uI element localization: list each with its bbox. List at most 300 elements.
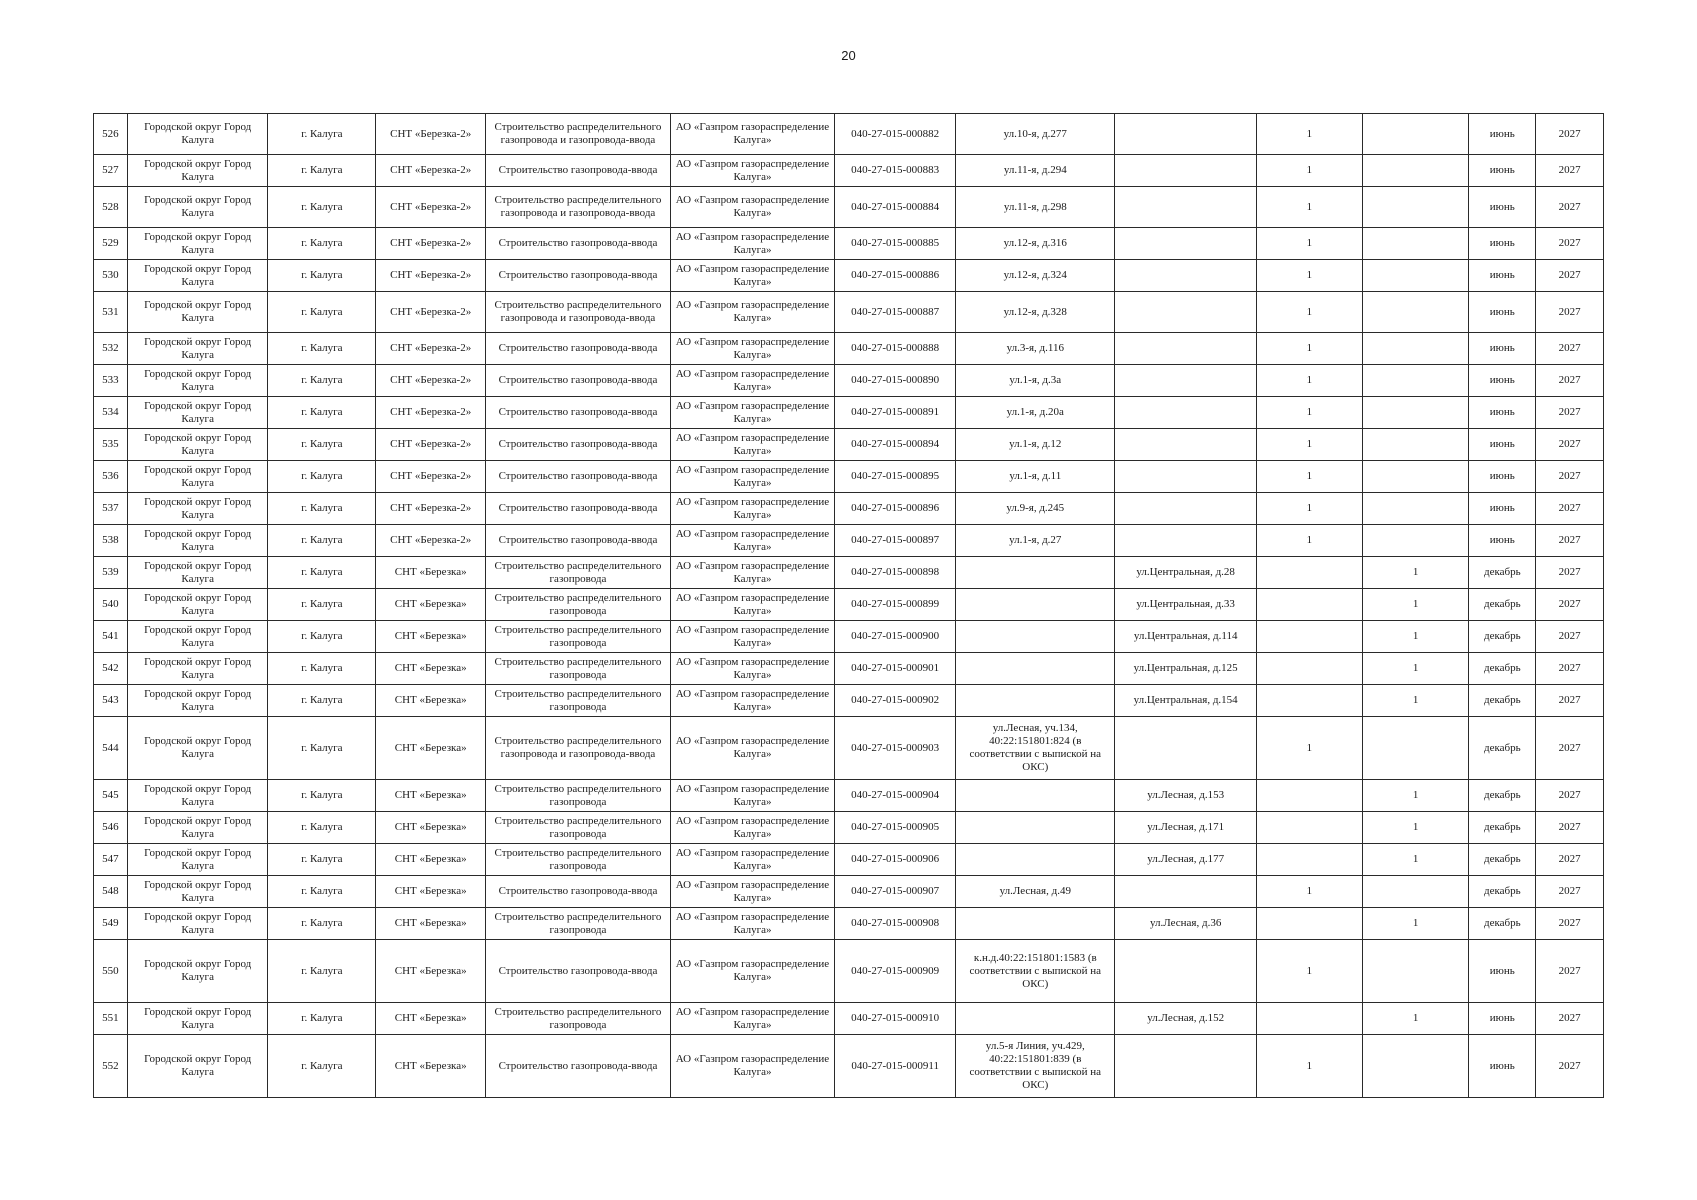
address-cell: ул.12-я, д.328: [956, 292, 1115, 333]
district-cell: Городской округ Город Калуга: [127, 621, 268, 653]
address-alt-cell: [1115, 493, 1257, 525]
year-cell: 2027: [1536, 685, 1604, 717]
quantity-2-cell: 1: [1362, 685, 1469, 717]
city-cell: г. Калуга: [268, 260, 376, 292]
snt-cell: СНТ «Березка»: [376, 653, 486, 685]
quantity-1-cell: 1: [1256, 493, 1362, 525]
table-row: [94, 114, 1604, 155]
owner-cell: АО «Газпром газораспределение Калуга»: [670, 461, 834, 493]
quantity-1-cell: [1256, 780, 1362, 812]
address-cell: [956, 557, 1115, 589]
row-number: 551: [94, 1003, 128, 1035]
year-cell: 2027: [1536, 908, 1604, 940]
row-number: 534: [94, 397, 128, 429]
year-cell: 2027: [1536, 844, 1604, 876]
quantity-2-cell: [1362, 155, 1469, 187]
year-cell: 2027: [1536, 493, 1604, 525]
address-cell: [956, 621, 1115, 653]
row-number: 526: [94, 114, 128, 155]
work-type-cell: Строительство распределительного газопровода и газопровода-ввода: [486, 187, 671, 228]
owner-cell: АО «Газпром газораспределение Калуга»: [670, 589, 834, 621]
quantity-2-cell: [1362, 940, 1469, 1003]
address-cell: [956, 780, 1115, 812]
quantity-1-cell: 1: [1256, 940, 1362, 1003]
year-cell: 2027: [1536, 397, 1604, 429]
address-alt-cell: [1115, 155, 1257, 187]
district-cell: Городской округ Город Калуга: [127, 653, 268, 685]
owner-cell: АО «Газпром газораспределение Калуга»: [670, 685, 834, 717]
year-cell: 2027: [1536, 653, 1604, 685]
work-type-cell: Строительство распределительного газопровода и газопровода-ввода: [486, 114, 671, 155]
month-cell: декабрь: [1469, 844, 1536, 876]
table-body: [94, 114, 1604, 1098]
work-type-cell: Строительство газопровода-ввода: [486, 260, 671, 292]
snt-cell: СНТ «Березка-2»: [376, 187, 486, 228]
month-cell: июнь: [1469, 228, 1536, 260]
city-cell: г. Калуга: [268, 812, 376, 844]
quantity-1-cell: [1256, 908, 1362, 940]
work-type-cell: Строительство газопровода-ввода: [486, 365, 671, 397]
address-alt-cell: [1115, 333, 1257, 365]
year-cell: 2027: [1536, 717, 1604, 780]
row-number: 544: [94, 717, 128, 780]
object-code-cell: 040-27-015-000891: [835, 397, 956, 429]
quantity-2-cell: 1: [1362, 812, 1469, 844]
quantity-1-cell: 1: [1256, 461, 1362, 493]
table-row: [94, 365, 1604, 397]
work-type-cell: Строительство распределительного газопровода: [486, 844, 671, 876]
quantity-2-cell: [1362, 365, 1469, 397]
quantity-2-cell: [1362, 493, 1469, 525]
work-type-cell: Строительство газопровода-ввода: [486, 876, 671, 908]
district-cell: Городской округ Город Калуга: [127, 557, 268, 589]
year-cell: 2027: [1536, 292, 1604, 333]
city-cell: г. Калуга: [268, 653, 376, 685]
snt-cell: СНТ «Березка-2»: [376, 292, 486, 333]
row-number: 547: [94, 844, 128, 876]
row-number: 542: [94, 653, 128, 685]
address-alt-cell: ул.Лесная, д.177: [1115, 844, 1257, 876]
owner-cell: АО «Газпром газораспределение Калуга»: [670, 812, 834, 844]
table-row: [94, 228, 1604, 260]
owner-cell: АО «Газпром газораспределение Калуга»: [670, 228, 834, 260]
row-number: 540: [94, 589, 128, 621]
owner-cell: АО «Газпром газораспределение Калуга»: [670, 260, 834, 292]
month-cell: декабрь: [1469, 908, 1536, 940]
object-code-cell: 040-27-015-000903: [835, 717, 956, 780]
district-cell: Городской округ Город Калуга: [127, 876, 268, 908]
object-code-cell: 040-27-015-000909: [835, 940, 956, 1003]
month-cell: декабрь: [1469, 621, 1536, 653]
owner-cell: АО «Газпром газораспределение Калуга»: [670, 876, 834, 908]
quantity-1-cell: [1256, 621, 1362, 653]
city-cell: г. Калуга: [268, 844, 376, 876]
row-number: 546: [94, 812, 128, 844]
address-cell: ул.Лесная, д.49: [956, 876, 1115, 908]
table-row: [94, 621, 1604, 653]
year-cell: 2027: [1536, 1035, 1604, 1098]
work-type-cell: Строительство газопровода-ввода: [486, 1035, 671, 1098]
month-cell: декабрь: [1469, 812, 1536, 844]
month-cell: декабрь: [1469, 589, 1536, 621]
address-alt-cell: [1115, 461, 1257, 493]
object-code-cell: 040-27-015-000904: [835, 780, 956, 812]
district-cell: Городской округ Город Калуга: [127, 812, 268, 844]
row-number: 541: [94, 621, 128, 653]
table-row: [94, 493, 1604, 525]
row-number: 550: [94, 940, 128, 1003]
quantity-2-cell: [1362, 876, 1469, 908]
work-type-cell: Строительство газопровода-ввода: [486, 493, 671, 525]
snt-cell: СНТ «Березка»: [376, 812, 486, 844]
snt-cell: СНТ «Березка»: [376, 717, 486, 780]
work-type-cell: Строительство распределительного газопровода: [486, 685, 671, 717]
quantity-1-cell: 1: [1256, 876, 1362, 908]
row-number: 552: [94, 1035, 128, 1098]
address-cell: [956, 844, 1115, 876]
owner-cell: АО «Газпром газораспределение Калуга»: [670, 114, 834, 155]
address-alt-cell: ул.Центральная, д.125: [1115, 653, 1257, 685]
object-code-cell: 040-27-015-000896: [835, 493, 956, 525]
year-cell: 2027: [1536, 1003, 1604, 1035]
address-alt-cell: [1115, 1035, 1257, 1098]
month-cell: декабрь: [1469, 717, 1536, 780]
quantity-1-cell: [1256, 653, 1362, 685]
quantity-2-cell: [1362, 292, 1469, 333]
month-cell: июнь: [1469, 155, 1536, 187]
address-cell: ул.1-я, д.27: [956, 525, 1115, 557]
year-cell: 2027: [1536, 155, 1604, 187]
city-cell: г. Калуга: [268, 940, 376, 1003]
object-code-cell: 040-27-015-000899: [835, 589, 956, 621]
owner-cell: АО «Газпром газораспределение Калуга»: [670, 397, 834, 429]
object-code-cell: 040-27-015-000887: [835, 292, 956, 333]
snt-cell: СНТ «Березка-2»: [376, 461, 486, 493]
owner-cell: АО «Газпром газораспределение Калуга»: [670, 365, 834, 397]
address-cell: ул.1-я, д.12: [956, 429, 1115, 461]
object-code-cell: 040-27-015-000911: [835, 1035, 956, 1098]
district-cell: Городской округ Город Калуга: [127, 292, 268, 333]
address-cell: ул.1-я, д.11: [956, 461, 1115, 493]
month-cell: июнь: [1469, 260, 1536, 292]
address-alt-cell: [1115, 429, 1257, 461]
snt-cell: СНТ «Березка-2»: [376, 525, 486, 557]
work-type-cell: Строительство распределительного газопровода: [486, 1003, 671, 1035]
month-cell: декабрь: [1469, 653, 1536, 685]
city-cell: г. Калуга: [268, 187, 376, 228]
district-cell: Городской округ Город Калуга: [127, 228, 268, 260]
snt-cell: СНТ «Березка-2»: [376, 493, 486, 525]
address-cell: [956, 908, 1115, 940]
row-number: 532: [94, 333, 128, 365]
quantity-2-cell: [1362, 1035, 1469, 1098]
address-cell: [956, 653, 1115, 685]
snt-cell: СНТ «Березка»: [376, 589, 486, 621]
month-cell: июнь: [1469, 429, 1536, 461]
table-row: [94, 187, 1604, 228]
city-cell: г. Калуга: [268, 589, 376, 621]
quantity-2-cell: [1362, 461, 1469, 493]
snt-cell: СНТ «Березка-2»: [376, 429, 486, 461]
address-cell: ул.1-я, д.3а: [956, 365, 1115, 397]
table-row: [94, 876, 1604, 908]
table-row: [94, 1003, 1604, 1035]
object-code-cell: 040-27-015-000906: [835, 844, 956, 876]
owner-cell: АО «Газпром газораспределение Калуга»: [670, 493, 834, 525]
city-cell: г. Калуга: [268, 525, 376, 557]
address-cell: ул.Лесная, уч.134, 40:22:151801:824 (в соответствии с выпиской на ОКС): [956, 717, 1115, 780]
table-row: [94, 908, 1604, 940]
work-type-cell: Строительство распределительного газопровода: [486, 812, 671, 844]
month-cell: июнь: [1469, 114, 1536, 155]
work-type-cell: Строительство распределительного газопровода и газопровода-ввода: [486, 717, 671, 780]
address-cell: [956, 685, 1115, 717]
object-code-cell: 040-27-015-000905: [835, 812, 956, 844]
month-cell: июнь: [1469, 461, 1536, 493]
city-cell: г. Калуга: [268, 365, 376, 397]
district-cell: Городской округ Город Калуга: [127, 429, 268, 461]
work-type-cell: Строительство распределительного газопровода: [486, 653, 671, 685]
snt-cell: СНТ «Березка»: [376, 780, 486, 812]
owner-cell: АО «Газпром газораспределение Калуга»: [670, 292, 834, 333]
address-alt-cell: ул.Лесная, д.36: [1115, 908, 1257, 940]
owner-cell: АО «Газпром газораспределение Калуга»: [670, 908, 834, 940]
work-type-cell: Строительство распределительного газопровода: [486, 621, 671, 653]
snt-cell: СНТ «Березка-2»: [376, 397, 486, 429]
row-number: 548: [94, 876, 128, 908]
year-cell: 2027: [1536, 525, 1604, 557]
quantity-2-cell: [1362, 429, 1469, 461]
quantity-1-cell: 1: [1256, 525, 1362, 557]
work-type-cell: Строительство газопровода-ввода: [486, 525, 671, 557]
work-type-cell: Строительство газопровода-ввода: [486, 461, 671, 493]
city-cell: г. Калуга: [268, 1035, 376, 1098]
gas-connection-table: [93, 113, 1604, 1098]
year-cell: 2027: [1536, 228, 1604, 260]
year-cell: 2027: [1536, 365, 1604, 397]
row-number: 528: [94, 187, 128, 228]
table-row: [94, 780, 1604, 812]
owner-cell: АО «Газпром газораспределение Калуга»: [670, 717, 834, 780]
owner-cell: АО «Газпром газораспределение Калуга»: [670, 333, 834, 365]
city-cell: г. Калуга: [268, 155, 376, 187]
quantity-1-cell: [1256, 685, 1362, 717]
address-cell: к.н.д.40:22:151801:1583 (в соответствии с выпиской на ОКС): [956, 940, 1115, 1003]
quantity-1-cell: 1: [1256, 155, 1362, 187]
address-alt-cell: [1115, 365, 1257, 397]
table-row: [94, 940, 1604, 1003]
table-row: [94, 685, 1604, 717]
month-cell: декабрь: [1469, 557, 1536, 589]
city-cell: г. Калуга: [268, 397, 376, 429]
month-cell: декабрь: [1469, 780, 1536, 812]
month-cell: июнь: [1469, 187, 1536, 228]
month-cell: июнь: [1469, 365, 1536, 397]
table-row: [94, 292, 1604, 333]
district-cell: Городской округ Город Калуга: [127, 844, 268, 876]
address-cell: ул.9-я, д.245: [956, 493, 1115, 525]
district-cell: Городской округ Город Калуга: [127, 1035, 268, 1098]
owner-cell: АО «Газпром газораспределение Калуга»: [670, 780, 834, 812]
snt-cell: СНТ «Березка»: [376, 557, 486, 589]
owner-cell: АО «Газпром газораспределение Калуга»: [670, 844, 834, 876]
work-type-cell: Строительство газопровода-ввода: [486, 429, 671, 461]
snt-cell: СНТ «Березка»: [376, 1035, 486, 1098]
row-number: 536: [94, 461, 128, 493]
district-cell: Городской округ Город Калуга: [127, 260, 268, 292]
object-code-cell: 040-27-015-000908: [835, 908, 956, 940]
address-cell: ул.11-я, д.294: [956, 155, 1115, 187]
city-cell: г. Калуга: [268, 685, 376, 717]
year-cell: 2027: [1536, 940, 1604, 1003]
quantity-1-cell: 1: [1256, 333, 1362, 365]
snt-cell: СНТ «Березка-2»: [376, 260, 486, 292]
district-cell: Городской округ Город Калуга: [127, 908, 268, 940]
work-type-cell: Строительство распределительного газопровода: [486, 557, 671, 589]
address-alt-cell: ул.Лесная, д.171: [1115, 812, 1257, 844]
snt-cell: СНТ «Березка»: [376, 685, 486, 717]
quantity-2-cell: [1362, 114, 1469, 155]
year-cell: 2027: [1536, 621, 1604, 653]
quantity-1-cell: 1: [1256, 187, 1362, 228]
table-row: [94, 155, 1604, 187]
row-number: 543: [94, 685, 128, 717]
district-cell: Городской округ Город Калуга: [127, 525, 268, 557]
object-code-cell: 040-27-015-000894: [835, 429, 956, 461]
quantity-2-cell: 1: [1362, 780, 1469, 812]
address-alt-cell: [1115, 525, 1257, 557]
quantity-2-cell: 1: [1362, 653, 1469, 685]
quantity-1-cell: [1256, 844, 1362, 876]
address-alt-cell: [1115, 292, 1257, 333]
owner-cell: АО «Газпром газораспределение Калуга»: [670, 940, 834, 1003]
row-number: 549: [94, 908, 128, 940]
year-cell: 2027: [1536, 461, 1604, 493]
snt-cell: СНТ «Березка»: [376, 940, 486, 1003]
year-cell: 2027: [1536, 780, 1604, 812]
address-alt-cell: ул.Лесная, д.152: [1115, 1003, 1257, 1035]
snt-cell: СНТ «Березка»: [376, 1003, 486, 1035]
month-cell: декабрь: [1469, 876, 1536, 908]
month-cell: июнь: [1469, 493, 1536, 525]
address-alt-cell: [1115, 876, 1257, 908]
row-number: 527: [94, 155, 128, 187]
quantity-1-cell: 1: [1256, 114, 1362, 155]
table-row: [94, 333, 1604, 365]
object-code-cell: 040-27-015-000898: [835, 557, 956, 589]
quantity-2-cell: [1362, 333, 1469, 365]
address-cell: ул.5-я Линия, уч.429, 40:22:151801:839 (в соответствии с выпиской на ОКС): [956, 1035, 1115, 1098]
snt-cell: СНТ «Березка»: [376, 876, 486, 908]
address-alt-cell: [1115, 397, 1257, 429]
address-alt-cell: [1115, 187, 1257, 228]
month-cell: июнь: [1469, 1003, 1536, 1035]
address-alt-cell: ул.Центральная, д.114: [1115, 621, 1257, 653]
quantity-2-cell: 1: [1362, 908, 1469, 940]
quantity-2-cell: 1: [1362, 844, 1469, 876]
work-type-cell: Строительство распределительного газопровода: [486, 908, 671, 940]
table-row: [94, 812, 1604, 844]
table-row: [94, 1035, 1604, 1098]
table-row: [94, 260, 1604, 292]
quantity-1-cell: [1256, 557, 1362, 589]
address-alt-cell: [1115, 228, 1257, 260]
year-cell: 2027: [1536, 114, 1604, 155]
object-code-cell: 040-27-015-000885: [835, 228, 956, 260]
table-row: [94, 589, 1604, 621]
year-cell: 2027: [1536, 333, 1604, 365]
quantity-1-cell: 1: [1256, 1035, 1362, 1098]
table-row: [94, 844, 1604, 876]
city-cell: г. Калуга: [268, 429, 376, 461]
snt-cell: СНТ «Березка-2»: [376, 365, 486, 397]
work-type-cell: Строительство распределительного газопровода: [486, 589, 671, 621]
object-code-cell: 040-27-015-000897: [835, 525, 956, 557]
table-row: [94, 429, 1604, 461]
snt-cell: СНТ «Березка»: [376, 844, 486, 876]
address-alt-cell: [1115, 940, 1257, 1003]
row-number: 538: [94, 525, 128, 557]
district-cell: Городской округ Город Калуга: [127, 685, 268, 717]
owner-cell: АО «Газпром газораспределение Калуга»: [670, 187, 834, 228]
object-code-cell: 040-27-015-000890: [835, 365, 956, 397]
city-cell: г. Калуга: [268, 876, 376, 908]
quantity-1-cell: 1: [1256, 292, 1362, 333]
district-cell: Городской округ Город Калуга: [127, 940, 268, 1003]
owner-cell: АО «Газпром газораспределение Калуга»: [670, 621, 834, 653]
address-alt-cell: ул.Центральная, д.154: [1115, 685, 1257, 717]
row-number: 539: [94, 557, 128, 589]
address-cell: [956, 589, 1115, 621]
city-cell: г. Калуга: [268, 461, 376, 493]
address-alt-cell: ул.Центральная, д.28: [1115, 557, 1257, 589]
snt-cell: СНТ «Березка»: [376, 621, 486, 653]
owner-cell: АО «Газпром газораспределение Калуга»: [670, 155, 834, 187]
city-cell: г. Калуга: [268, 557, 376, 589]
owner-cell: АО «Газпром газораспределение Калуга»: [670, 653, 834, 685]
quantity-1-cell: 1: [1256, 397, 1362, 429]
quantity-2-cell: [1362, 260, 1469, 292]
year-cell: 2027: [1536, 429, 1604, 461]
district-cell: Городской округ Город Калуга: [127, 397, 268, 429]
city-cell: г. Калуга: [268, 780, 376, 812]
district-cell: Городской округ Город Калуга: [127, 187, 268, 228]
district-cell: Городской округ Город Калуга: [127, 717, 268, 780]
city-cell: г. Калуга: [268, 908, 376, 940]
city-cell: г. Калуга: [268, 717, 376, 780]
address-cell: ул.1-я, д.20а: [956, 397, 1115, 429]
quantity-2-cell: [1362, 525, 1469, 557]
year-cell: 2027: [1536, 589, 1604, 621]
city-cell: г. Калуга: [268, 292, 376, 333]
address-cell: ул.3-я, д.116: [956, 333, 1115, 365]
address-alt-cell: [1115, 260, 1257, 292]
quantity-2-cell: [1362, 717, 1469, 780]
work-type-cell: Строительство газопровода-ввода: [486, 940, 671, 1003]
district-cell: Городской округ Город Калуга: [127, 114, 268, 155]
object-code-cell: 040-27-015-000888: [835, 333, 956, 365]
quantity-1-cell: 1: [1256, 260, 1362, 292]
year-cell: 2027: [1536, 260, 1604, 292]
address-alt-cell: [1115, 717, 1257, 780]
quantity-1-cell: 1: [1256, 228, 1362, 260]
district-cell: Городской округ Город Калуга: [127, 493, 268, 525]
table-row: [94, 653, 1604, 685]
owner-cell: АО «Газпром газораспределение Калуга»: [670, 429, 834, 461]
quantity-2-cell: 1: [1362, 557, 1469, 589]
district-cell: Городской округ Город Калуга: [127, 780, 268, 812]
year-cell: 2027: [1536, 187, 1604, 228]
